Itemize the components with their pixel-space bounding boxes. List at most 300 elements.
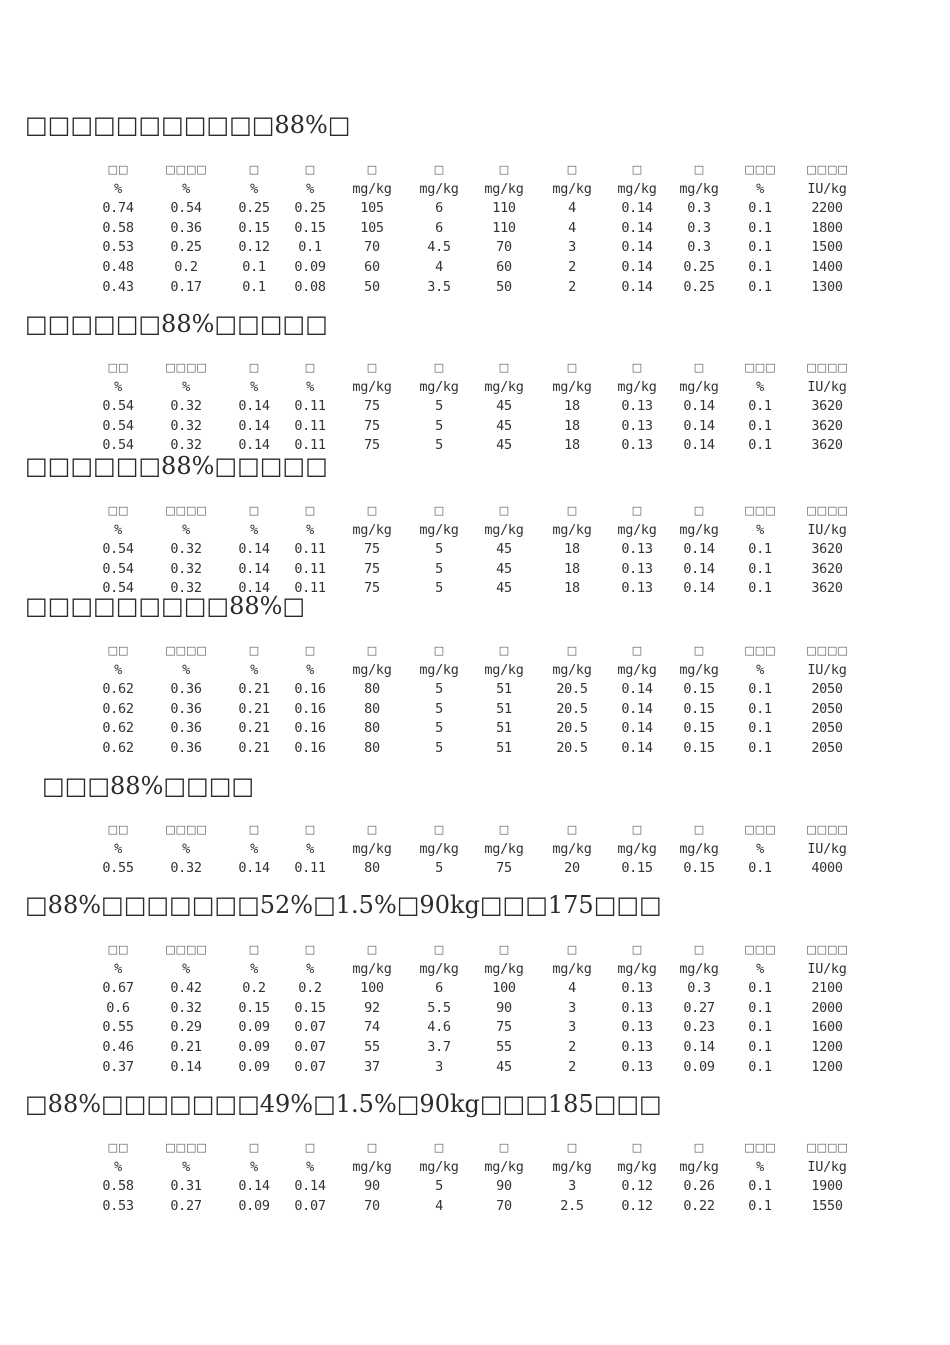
table-row-cell: 51 xyxy=(496,720,512,737)
table-row-cell: 0.32 xyxy=(170,860,202,877)
table-row-cell: 74 xyxy=(364,1019,380,1036)
table-row-cell: 0.14 xyxy=(683,437,715,454)
table-header-row-cell: □ xyxy=(433,644,445,657)
table-row-cell: 75 xyxy=(364,560,380,577)
table-unit-row-cell: IU/kg xyxy=(807,1158,847,1175)
table-row-cell: 0.08 xyxy=(294,278,326,295)
table-unit-row-cell: % xyxy=(250,521,258,538)
table-row-cell: 105 xyxy=(360,219,384,236)
table-header-row-cell: □□□ xyxy=(744,1141,776,1154)
table-header-row-cell: □□□□ xyxy=(165,361,207,374)
table-header-row-cell: □ xyxy=(433,943,445,956)
nutrient-table xyxy=(0,641,950,759)
table-unit-row-cell: mg/kg xyxy=(552,180,592,197)
table-row-cell: 0.1 xyxy=(748,200,772,217)
table-row-cell: 0.3 xyxy=(687,980,711,997)
table-row xyxy=(0,859,950,879)
table-row-cell: 1300 xyxy=(811,278,843,295)
table-header-row-cell: □□□ xyxy=(744,163,776,176)
table-row-cell: 5.5 xyxy=(427,999,451,1016)
table-header-row xyxy=(0,160,950,180)
table-row-cell: 51 xyxy=(496,739,512,756)
table-header-row-cell: □□□□ xyxy=(165,823,207,836)
table-row-cell: 0.1 xyxy=(748,739,772,756)
table-unit-row-cell: mg/kg xyxy=(352,180,392,197)
table-row-cell: 0.21 xyxy=(238,700,270,717)
table-header-row-cell: □□ xyxy=(107,1141,129,1154)
section-title: □88%□□□□□□□49%□1.5%□90kg□□□185□□□ xyxy=(25,1090,662,1118)
table-row-cell: 0.25 xyxy=(683,278,715,295)
table-row-cell: 2 xyxy=(568,278,576,295)
table-row-cell: 20.5 xyxy=(556,681,588,698)
table-header-row-cell: □ xyxy=(693,361,705,374)
table-row-cell: 0.15 xyxy=(683,720,715,737)
table-header-row-cell: □ xyxy=(433,361,445,374)
table-row-cell: 0.14 xyxy=(621,681,653,698)
table-row xyxy=(0,417,950,437)
table-unit-row-cell: % xyxy=(182,1158,190,1175)
table-row-cell: 1600 xyxy=(811,1019,843,1036)
table-unit-row-cell: mg/kg xyxy=(484,840,524,857)
table-row-cell: 0.13 xyxy=(621,1058,653,1075)
table-header-row-cell: □ xyxy=(693,163,705,176)
table-unit-row-cell: % xyxy=(756,180,764,197)
table-row-cell: 0.1 xyxy=(748,219,772,236)
table-header-row-cell: □□□ xyxy=(744,823,776,836)
table-row-cell: 5 xyxy=(435,700,443,717)
table-row-cell: 0.11 xyxy=(294,437,326,454)
table-row-cell: 0.58 xyxy=(102,1178,134,1195)
table-row-cell: 3620 xyxy=(811,580,843,597)
table-row-cell: 0.54 xyxy=(102,580,134,597)
table-header-row-cell: □ xyxy=(566,504,578,517)
table-header-row-cell: □ xyxy=(498,1141,510,1154)
table-row-cell: 0.1 xyxy=(242,258,266,275)
table-row-cell: 6 xyxy=(435,980,443,997)
table-row-cell: 0.13 xyxy=(621,437,653,454)
table-row-cell: 70 xyxy=(364,239,380,256)
table-row-cell: 0.74 xyxy=(102,200,134,217)
table-unit-row-cell: % xyxy=(306,521,314,538)
table-header-row-cell: □ xyxy=(566,644,578,657)
table-unit-row xyxy=(0,1158,950,1178)
table-row-cell: 3620 xyxy=(811,417,843,434)
table-row-cell: 0.1 xyxy=(748,560,772,577)
nutrient-table xyxy=(0,1138,950,1216)
table-row-cell: 0.21 xyxy=(238,681,270,698)
table-unit-row-cell: IU/kg xyxy=(807,661,847,678)
table-unit-row-cell: mg/kg xyxy=(679,840,719,857)
table-unit-row-cell: mg/kg xyxy=(617,521,657,538)
table-row-cell: 0.09 xyxy=(238,1058,270,1075)
table-row-cell: 45 xyxy=(496,437,512,454)
table-row-cell: 0.1 xyxy=(748,239,772,256)
table-row-cell: 3620 xyxy=(811,560,843,577)
table-row-cell: 6 xyxy=(435,200,443,217)
table-header-row-cell: □□□□ xyxy=(806,943,848,956)
table-row-cell: 0.29 xyxy=(170,1019,202,1036)
section-title: □□□□□□88%□□□□□ xyxy=(25,452,328,480)
table-unit-row-cell: % xyxy=(182,840,190,857)
table-row xyxy=(0,219,950,239)
table-row-cell: 70 xyxy=(364,1197,380,1214)
table-row-cell: 0.15 xyxy=(294,219,326,236)
table-row-cell: 0.14 xyxy=(238,860,270,877)
table-unit-row-cell: mg/kg xyxy=(419,378,459,395)
table-row-cell: 0.11 xyxy=(294,417,326,434)
table-header-row-cell: □ xyxy=(248,504,260,517)
table-row-cell: 75 xyxy=(364,580,380,597)
table-unit-row-cell: % xyxy=(182,661,190,678)
table-unit-row-cell: mg/kg xyxy=(352,840,392,857)
section-title: □□□88%□□□□ xyxy=(42,772,255,800)
table-row-cell: 2050 xyxy=(811,739,843,756)
table-row xyxy=(0,999,950,1019)
table-row-cell: 0.36 xyxy=(170,681,202,698)
table-row-cell: 1550 xyxy=(811,1197,843,1214)
table-row-cell: 0.1 xyxy=(748,681,772,698)
table-row-cell: 0.15 xyxy=(683,681,715,698)
table-unit-row-cell: % xyxy=(182,180,190,197)
table-row xyxy=(0,540,950,560)
table-row-cell: 0.11 xyxy=(294,860,326,877)
table-header-row-cell: □□□□ xyxy=(806,504,848,517)
table-row xyxy=(0,1058,950,1078)
table-row-cell: 105 xyxy=(360,200,384,217)
table-unit-row-cell: mg/kg xyxy=(552,661,592,678)
table-row-cell: 2.5 xyxy=(560,1197,584,1214)
table-row-cell: 0.12 xyxy=(238,239,270,256)
table-row-cell: 4 xyxy=(568,200,576,217)
table-row-cell: 18 xyxy=(564,398,580,415)
table-row-cell: 0.67 xyxy=(102,980,134,997)
table-header-row-cell: □ xyxy=(304,504,316,517)
table-unit-row-cell: mg/kg xyxy=(679,1158,719,1175)
table-header-row-cell: □ xyxy=(433,1141,445,1154)
table-row-cell: 0.58 xyxy=(102,219,134,236)
table-row-cell: 5 xyxy=(435,541,443,558)
table-row-cell: 0.1 xyxy=(242,278,266,295)
table-row-cell: 5 xyxy=(435,580,443,597)
table-unit-row-cell: mg/kg xyxy=(679,521,719,538)
table-unit-row-cell: mg/kg xyxy=(552,840,592,857)
table-unit-row-cell: mg/kg xyxy=(352,521,392,538)
table-row-cell: 2050 xyxy=(811,681,843,698)
table-row-cell: 0.46 xyxy=(102,1038,134,1055)
table-header-row-cell: □□□□ xyxy=(806,823,848,836)
table-row-cell: 0.25 xyxy=(170,239,202,256)
table-row-cell: 5 xyxy=(435,720,443,737)
table-header-row-cell: □ xyxy=(304,943,316,956)
table-row-cell: 45 xyxy=(496,580,512,597)
table-row-cell: 0.53 xyxy=(102,239,134,256)
table-header-row xyxy=(0,501,950,521)
table-header-row-cell: □ xyxy=(433,823,445,836)
table-row-cell: 2 xyxy=(568,1038,576,1055)
table-row-cell: 0.14 xyxy=(621,700,653,717)
table-header-row-cell: □ xyxy=(433,163,445,176)
table-row-cell: 0.36 xyxy=(170,700,202,717)
table-row-cell: 0.14 xyxy=(621,278,653,295)
table-unit-row-cell: % xyxy=(756,840,764,857)
table-row-cell: 0.14 xyxy=(238,417,270,434)
table-row-cell: 0.07 xyxy=(294,1038,326,1055)
table-row-cell: 0.1 xyxy=(748,860,772,877)
table-header-row-cell: □ xyxy=(566,361,578,374)
table-row-cell: 0.6 xyxy=(106,999,130,1016)
table-unit-row-cell: mg/kg xyxy=(419,1158,459,1175)
table-row-cell: 80 xyxy=(364,720,380,737)
table-unit-row-cell: % xyxy=(250,840,258,857)
table-row-cell: 0.43 xyxy=(102,278,134,295)
table-unit-row xyxy=(0,661,950,681)
table-row-cell: 0.13 xyxy=(621,541,653,558)
table-row-cell: 0.2 xyxy=(242,980,266,997)
table-unit-row-cell: % xyxy=(250,661,258,678)
table-row-cell: 5 xyxy=(435,560,443,577)
table-row-cell: 0.54 xyxy=(102,437,134,454)
table-unit-row-cell: % xyxy=(306,661,314,678)
table-unit-row-cell: mg/kg xyxy=(352,661,392,678)
table-row-cell: 0.11 xyxy=(294,398,326,415)
table-row-cell: 0.23 xyxy=(683,1019,715,1036)
table-header-row-cell: □□□ xyxy=(744,943,776,956)
table-header-row-cell: □□ xyxy=(107,644,129,657)
table-row-cell: 0.09 xyxy=(238,1019,270,1036)
table-row-cell: 3 xyxy=(568,239,576,256)
table-unit-row-cell: % xyxy=(182,378,190,395)
table-row-cell: 18 xyxy=(564,580,580,597)
table-row-cell: 4 xyxy=(568,980,576,997)
table-header-row xyxy=(0,358,950,378)
table-row-cell: 0.55 xyxy=(102,1019,134,1036)
table-row-cell: 18 xyxy=(564,417,580,434)
table-header-row-cell: □ xyxy=(566,823,578,836)
table-unit-row-cell: % xyxy=(250,180,258,197)
table-row-cell: 0.32 xyxy=(170,580,202,597)
table-row-cell: 5 xyxy=(435,437,443,454)
table-unit-row-cell: % xyxy=(182,521,190,538)
table-header-row-cell: □□□□ xyxy=(806,644,848,657)
table-row-cell: 0.14 xyxy=(621,219,653,236)
table-header-row-cell: □□ xyxy=(107,943,129,956)
table-row-cell: 3.7 xyxy=(427,1038,451,1055)
table-unit-row-cell: mg/kg xyxy=(679,661,719,678)
table-row-cell: 0.54 xyxy=(102,417,134,434)
nutrient-table xyxy=(0,940,950,1077)
table-unit-row-cell: % xyxy=(306,1158,314,1175)
table-header-row-cell: □□□□ xyxy=(165,504,207,517)
table-row-cell: 0.1 xyxy=(748,437,772,454)
table-row-cell: 51 xyxy=(496,700,512,717)
table-row-cell: 0.14 xyxy=(621,258,653,275)
table-row-cell: 0.09 xyxy=(683,1058,715,1075)
table-header-row-cell: □ xyxy=(248,163,260,176)
table-row-cell: 45 xyxy=(496,541,512,558)
table-header-row-cell: □□□ xyxy=(744,361,776,374)
table-header-row xyxy=(0,940,950,960)
table-header-row-cell: □ xyxy=(631,644,643,657)
table-row-cell: 90 xyxy=(364,1178,380,1195)
table-header-row-cell: □ xyxy=(631,1141,643,1154)
table-unit-row-cell: mg/kg xyxy=(484,180,524,197)
table-row-cell: 45 xyxy=(496,398,512,415)
table-row-cell: 0.15 xyxy=(683,700,715,717)
table-row-cell: 70 xyxy=(496,1197,512,1214)
table-header-row-cell: □ xyxy=(304,163,316,176)
table-row-cell: 20.5 xyxy=(556,739,588,756)
table-header-row-cell: □ xyxy=(498,504,510,517)
table-unit-row-cell: IU/kg xyxy=(807,180,847,197)
table-row-cell: 0.54 xyxy=(102,541,134,558)
table-row-cell: 0.07 xyxy=(294,1058,326,1075)
table-row-cell: 6 xyxy=(435,219,443,236)
table-row-cell: 0.13 xyxy=(621,980,653,997)
table-row-cell: 3 xyxy=(568,1178,576,1195)
table-row-cell: 0.62 xyxy=(102,720,134,737)
table-unit-row-cell: % xyxy=(306,960,314,977)
table-row-cell: 0.14 xyxy=(238,398,270,415)
table-row-cell: 1400 xyxy=(811,258,843,275)
table-header-row-cell: □ xyxy=(248,943,260,956)
table-header-row-cell: □ xyxy=(498,361,510,374)
table-header-row-cell: □□□□ xyxy=(165,943,207,956)
table-row-cell: 0.09 xyxy=(294,258,326,275)
table-row-cell: 0.62 xyxy=(102,739,134,756)
table-row xyxy=(0,1018,950,1038)
table-unit-row-cell: % xyxy=(756,378,764,395)
table-row-cell: 55 xyxy=(496,1038,512,1055)
table-unit-row-cell: mg/kg xyxy=(484,661,524,678)
table-row-cell: 0.25 xyxy=(238,200,270,217)
table-row-cell: 0.16 xyxy=(294,720,326,737)
table-row-cell: 0.25 xyxy=(683,258,715,275)
table-row-cell: 20 xyxy=(564,860,580,877)
table-row-cell: 75 xyxy=(364,541,380,558)
table-row xyxy=(0,258,950,278)
table-row-cell: 0.16 xyxy=(294,739,326,756)
table-row-cell: 0.12 xyxy=(621,1197,653,1214)
table-header-row-cell: □□ xyxy=(107,163,129,176)
table-header-row-cell: □ xyxy=(304,1141,316,1154)
table-row-cell: 0.21 xyxy=(170,1038,202,1055)
table-unit-row xyxy=(0,840,950,860)
table-row-cell: 55 xyxy=(364,1038,380,1055)
table-row xyxy=(0,979,950,999)
table-row-cell: 4 xyxy=(435,1197,443,1214)
table-header-row-cell: □ xyxy=(304,823,316,836)
table-header-row-cell: □ xyxy=(498,163,510,176)
table-row-cell: 0.53 xyxy=(102,1197,134,1214)
table-unit-row-cell: % xyxy=(114,521,122,538)
table-row-cell: 0.14 xyxy=(238,437,270,454)
table-unit-row-cell: % xyxy=(756,1158,764,1175)
table-header-row-cell: □ xyxy=(631,163,643,176)
table-row-cell: 0.15 xyxy=(621,860,653,877)
table-row xyxy=(0,1197,950,1217)
table-row-cell: 0.54 xyxy=(102,560,134,577)
table-row-cell: 0.32 xyxy=(170,999,202,1016)
table-row-cell: 20.5 xyxy=(556,720,588,737)
table-unit-row-cell: mg/kg xyxy=(352,960,392,977)
table-unit-row-cell: mg/kg xyxy=(679,378,719,395)
table-row-cell: 5 xyxy=(435,1178,443,1195)
table-row-cell: 0.1 xyxy=(748,541,772,558)
table-unit-row-cell: mg/kg xyxy=(484,521,524,538)
table-header-row-cell: □ xyxy=(498,823,510,836)
table-row-cell: 3 xyxy=(568,999,576,1016)
table-row-cell: 5 xyxy=(435,860,443,877)
table-unit-row-cell: mg/kg xyxy=(484,378,524,395)
table-row-cell: 50 xyxy=(364,278,380,295)
table-unit-row-cell: % xyxy=(756,661,764,678)
table-row-cell: 0.1 xyxy=(748,258,772,275)
table-row-cell: 20.5 xyxy=(556,700,588,717)
table-header-row-cell: □ xyxy=(566,1141,578,1154)
table-row-cell: 0.54 xyxy=(102,398,134,415)
table-row-cell: 0.37 xyxy=(102,1058,134,1075)
table-unit-row-cell: mg/kg xyxy=(484,960,524,977)
table-row-cell: 60 xyxy=(364,258,380,275)
table-unit-row-cell: % xyxy=(306,378,314,395)
table-header-row-cell: □ xyxy=(366,504,378,517)
table-row-cell: 0.1 xyxy=(748,1178,772,1195)
table-row-cell: 0.17 xyxy=(170,278,202,295)
table-header-row-cell: □□ xyxy=(107,823,129,836)
table-header-row-cell: □ xyxy=(248,361,260,374)
table-unit-row-cell: % xyxy=(306,180,314,197)
table-row-cell: 18 xyxy=(564,437,580,454)
table-row-cell: 0.36 xyxy=(170,219,202,236)
table-row-cell: 2200 xyxy=(811,200,843,217)
table-header-row-cell: □□□□ xyxy=(165,1141,207,1154)
table-row xyxy=(0,278,950,298)
table-row-cell: 5 xyxy=(435,681,443,698)
table-row-cell: 110 xyxy=(492,219,516,236)
table-row-cell: 0.14 xyxy=(683,398,715,415)
table-unit-row-cell: mg/kg xyxy=(552,521,592,538)
table-row-cell: 5 xyxy=(435,398,443,415)
table-row-cell: 0.42 xyxy=(170,980,202,997)
table-row-cell: 3 xyxy=(435,1058,443,1075)
table-row-cell: 60 xyxy=(496,258,512,275)
table-header-row-cell: □ xyxy=(693,823,705,836)
table-row-cell: 4 xyxy=(568,219,576,236)
table-header-row-cell: □ xyxy=(433,504,445,517)
table-header-row-cell: □□ xyxy=(107,504,129,517)
nutrient-table xyxy=(0,501,950,599)
table-row-cell: 0.27 xyxy=(683,999,715,1016)
table-row-cell: 0.1 xyxy=(748,700,772,717)
table-row-cell: 2100 xyxy=(811,980,843,997)
table-unit-row-cell: mg/kg xyxy=(617,960,657,977)
table-row-cell: 45 xyxy=(496,560,512,577)
table-unit-row xyxy=(0,960,950,980)
table-row-cell: 90 xyxy=(496,999,512,1016)
table-unit-row-cell: mg/kg xyxy=(419,521,459,538)
table-unit-row-cell: mg/kg xyxy=(419,840,459,857)
table-row-cell: 0.32 xyxy=(170,560,202,577)
table-header-row-cell: □ xyxy=(566,943,578,956)
table-row-cell: 3620 xyxy=(811,437,843,454)
table-row-cell: 0.14 xyxy=(683,417,715,434)
table-unit-row-cell: % xyxy=(114,661,122,678)
table-row-cell: 0.14 xyxy=(170,1058,202,1075)
table-unit-row-cell: IU/kg xyxy=(807,960,847,977)
table-row-cell: 0.1 xyxy=(748,1019,772,1036)
table-row-cell: 75 xyxy=(496,860,512,877)
table-row-cell: 80 xyxy=(364,700,380,717)
